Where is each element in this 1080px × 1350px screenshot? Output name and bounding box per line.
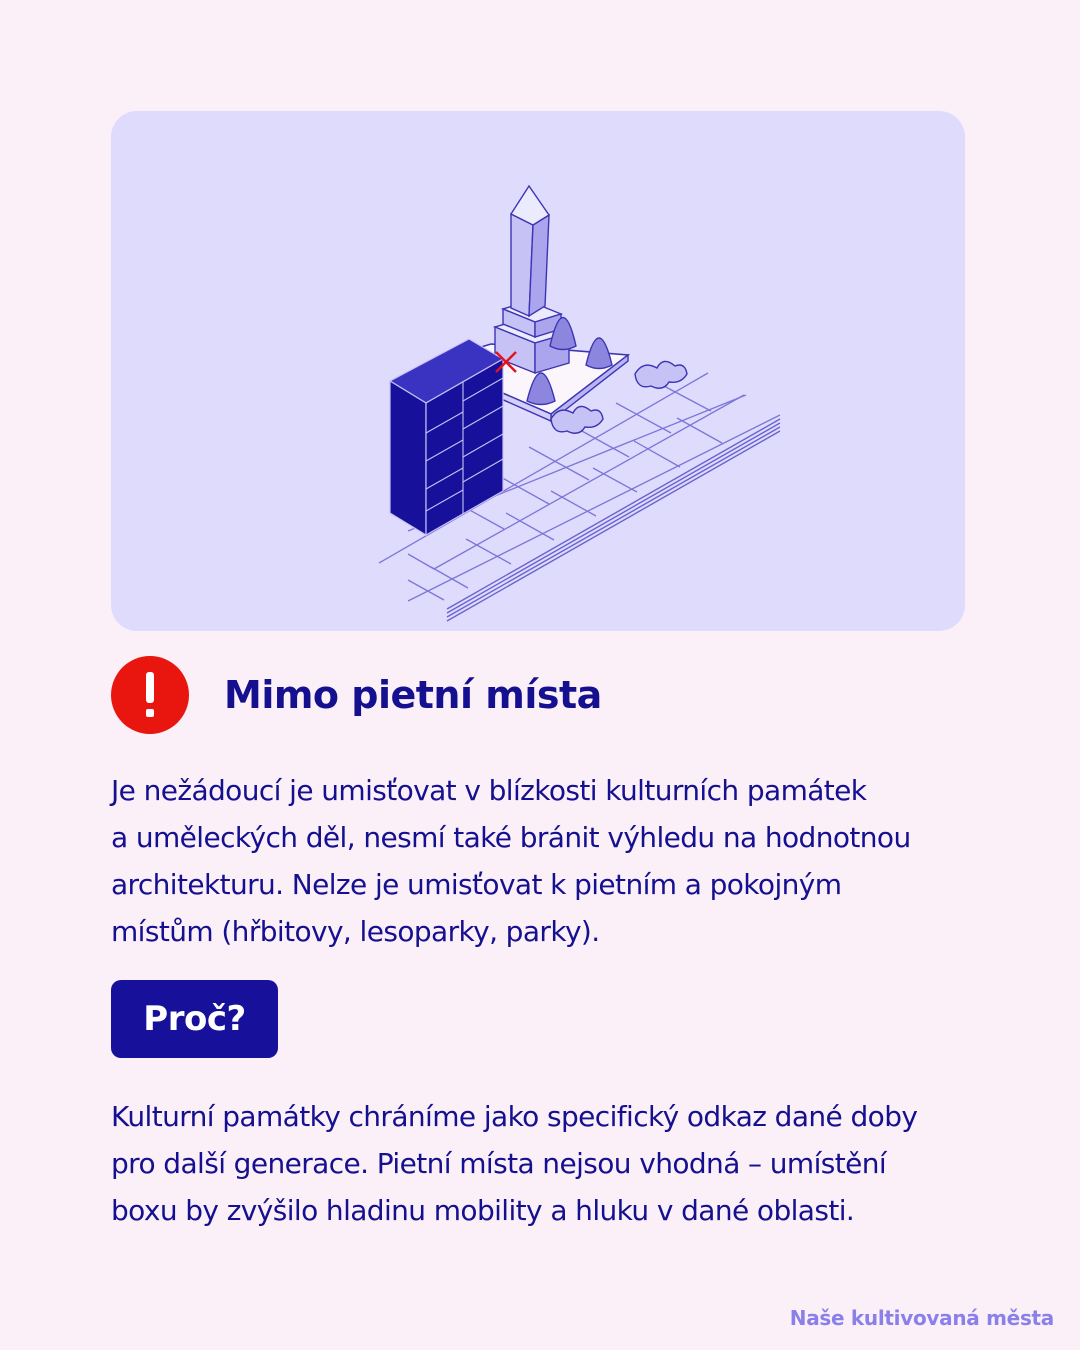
description-line: Je nežádoucí je umisťovat v blízkosti kulturních památek	[111, 774, 867, 807]
monument-parcel-box-illustration	[111, 111, 965, 631]
description-line: a uměleckých děl, nesmí také bránit výhledu na hodnotnou	[111, 821, 911, 854]
reason-line: pro další generace. Pietní místa nejsou vhodná – umístění	[111, 1147, 887, 1180]
reason-line: Kulturní památky chráníme jako specifický odkaz dané doby	[111, 1100, 918, 1133]
why-button[interactable]: Proč?	[111, 980, 278, 1058]
page-title: Mimo pietní místa	[224, 673, 602, 717]
warning-icon	[111, 656, 189, 734]
illustration-card	[111, 111, 965, 631]
description-line: architekturu. Nelze je umisťovat k pietním a pokojným	[111, 868, 842, 901]
reason-text	[111, 1093, 1011, 1234]
description-line: místům (hřbitovy, lesoparky, parky).	[111, 915, 600, 948]
obelisk	[511, 186, 549, 316]
footer-brand: Naše kultivovaná města	[789, 1306, 1054, 1330]
description-text	[111, 767, 1011, 955]
parcel-box	[390, 339, 503, 535]
reason-line: boxu by zvýšilo hladinu mobility a hluku v dané oblasti.	[111, 1194, 855, 1227]
exclamation-icon	[111, 656, 189, 734]
